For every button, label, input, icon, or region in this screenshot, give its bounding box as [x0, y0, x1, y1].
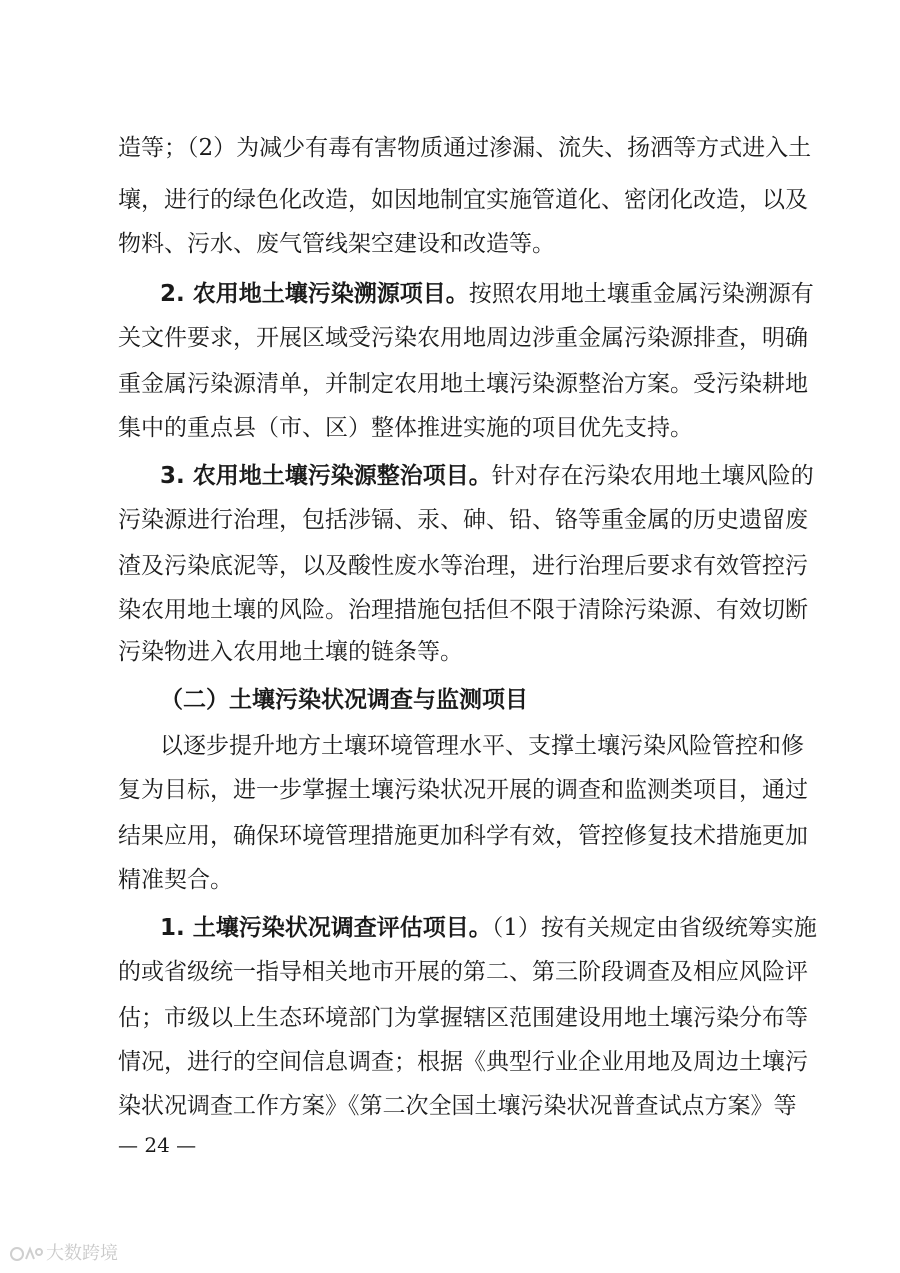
- body-line: 壤，进行的绿色化改造，如因地制宜实施管道化、密闭化改造，以及: [118, 187, 808, 213]
- body-line: 造等；（2）为减少有毒有害物质通过渗漏、流失、扬洒等方式进入土: [118, 135, 812, 161]
- body-line: 染农用地土壤的风险。治理措施包括但不限于清除污染源、有效切断: [118, 597, 808, 623]
- body-line: 情况，进行的空间信息调查；根据《典型行业企业用地及周边土壤污: [118, 1049, 808, 1075]
- watermark-text: 大数跨境: [46, 1243, 118, 1264]
- body-line: 染状况调查工作方案》《第二次全国土壤污染状况普查试点方案》等: [118, 1093, 797, 1119]
- body-line: 物料、污水、废气管线架空建设和改造等。: [118, 231, 555, 257]
- subheading-line: 1. 土壤污染状况调查评估项目。（1）按有关规定由省级统筹实施: [160, 915, 817, 941]
- page-number: — 24 —: [118, 1133, 197, 1157]
- body-line: 重金属污染源清单，并制定农用地土壤污染源整治方案。受污染耕地: [118, 371, 808, 397]
- body-line: 结果应用，确保环境管理措施更加科学有效，管控修复技术措施更加: [118, 823, 808, 849]
- body-line: 估；市级以上生态环境部门为掌握辖区范围建设用地土壤污染分布等: [118, 1005, 808, 1031]
- body-line: 复为目标，进一步掌握土壤污染状况开展的调查和监测类项目，通过: [118, 777, 808, 803]
- subheading-2: 2. 农用地土壤污染溯源项目。: [160, 281, 469, 307]
- section-heading: （二）土壤污染状况调查与监测项目: [160, 687, 528, 713]
- body-line: 的或省级统一指导相关地市开展的第二、第三阶段调查及相应风险评: [118, 959, 808, 985]
- body-line: 集中的重点县（市、区）整体推进实施的项目优先支持。: [118, 415, 693, 441]
- body-line: 关文件要求，开展区域受污染农用地周边涉重金属污染源排查，明确: [118, 325, 808, 351]
- body-line: 精准契合。: [118, 867, 233, 893]
- subheading-line: 3. 农用地土壤污染源整治项目。针对存在污染农用地土壤风险的: [160, 463, 814, 489]
- watermark: [8, 1239, 118, 1265]
- body-line: 污染源进行治理，包括涉镉、汞、砷、铅、铬等重金属的历史遗留废: [118, 507, 808, 533]
- body-line: 以逐步提升地方土壤环境管理水平、支撑土壤污染风险管控和修: [160, 733, 804, 759]
- subheading-line: 2. 农用地土壤污染溯源项目。按照农用地土壤重金属污染溯源有: [160, 281, 814, 307]
- body-line: 渣及污染底泥等，以及酸性废水等治理，进行治理后要求有效管控污: [118, 553, 808, 579]
- subheading-1: 1. 土壤污染状况调查评估项目。: [160, 915, 492, 941]
- watermark-logo-icon: [8, 1243, 44, 1265]
- body-line: 污染物进入农用地土壤的链条等。: [118, 639, 463, 665]
- subheading-3: 3. 农用地土壤污染源整治项目。: [160, 463, 492, 489]
- section-heading-line: [160, 682, 784, 718]
